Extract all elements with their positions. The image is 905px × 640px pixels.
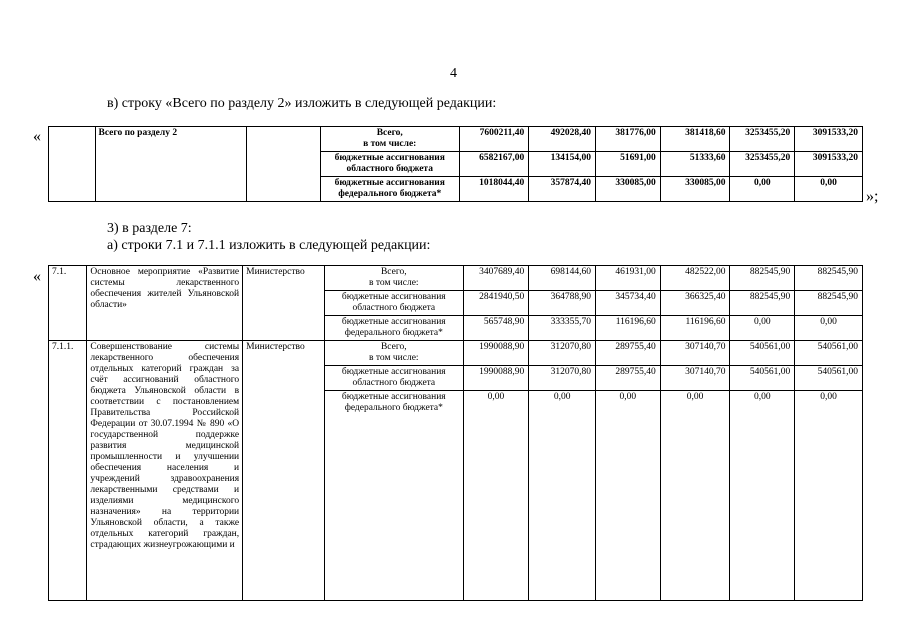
t2-cell: 0,00 bbox=[795, 391, 863, 601]
section3a-heading: а) строки 7.1 и 7.1.1 изложить в следующей редакции: bbox=[107, 238, 431, 253]
t1-cell: 3253455,20 bbox=[730, 127, 795, 152]
row-7-1-1-source-federal: бюджетные ассигнования федерального бюджета* bbox=[325, 391, 464, 601]
t1-cell: 3091533,20 bbox=[795, 127, 863, 152]
t2-cell: 0,00 bbox=[795, 316, 863, 341]
t2-cell: 116196,60 bbox=[660, 316, 730, 341]
row-7-1-source-federal: бюджетные ассигнования федерального бюджета* bbox=[325, 316, 464, 341]
t2-cell: 0,00 bbox=[660, 391, 730, 601]
t1-cell: 381418,60 bbox=[660, 127, 730, 152]
t2-cell: 698144,60 bbox=[529, 266, 596, 291]
t2-cell: 0,00 bbox=[529, 391, 596, 601]
t1-cell: 3253455,20 bbox=[730, 152, 795, 177]
row-7-1-source-total: Всего, в том числе: bbox=[325, 266, 464, 291]
t1-cell: 51691,00 bbox=[596, 152, 661, 177]
t2-cell: 882545,90 bbox=[795, 291, 863, 316]
t2-cell: 333355,70 bbox=[529, 316, 596, 341]
t2-cell: 0,00 bbox=[730, 316, 795, 341]
t2-cell: 0,00 bbox=[730, 391, 795, 601]
t2-cell: 312070,80 bbox=[529, 341, 596, 366]
row-7-1-1-name: Совершенствование системы лекарственного обеспечения отдельных категорий граждан за счёт ассигнований областного бюджета Ульяновской области в соответствии с постановлением Правительства Российской Федерации от 30.07.1994 № 890 «О государственной поддержке развития медицинской промышленности и улучшении обеспечения населения и учреждений здравоохранения лекарственными средствами и изделиями медицинского назначения» на территории Ульяновской области, а также отдельных категорий граждан, страдающих жизнеугрожающими и bbox=[87, 341, 243, 601]
close-quote-1: »; bbox=[866, 188, 879, 205]
t1-cell: 330085,00 bbox=[596, 177, 661, 202]
t2-cell: 0,00 bbox=[463, 391, 529, 601]
t1-cell: 6582167,00 bbox=[459, 152, 529, 177]
t2-cell: 312070,80 bbox=[529, 366, 596, 391]
t2-cell: 364788,90 bbox=[529, 291, 596, 316]
table-section7 bbox=[48, 265, 863, 601]
t2-cell: 1990088,90 bbox=[463, 366, 529, 391]
t2-cell: 882545,90 bbox=[730, 266, 795, 291]
t1-cell: 357874,40 bbox=[529, 177, 596, 202]
t1-source-federal: бюджетные ассигнования федерального бюджета* bbox=[320, 177, 459, 202]
row-7-1-executor: Министерство bbox=[243, 266, 325, 341]
t2-cell: 1990088,90 bbox=[463, 341, 529, 366]
t2-cell: 289755,40 bbox=[596, 341, 661, 366]
t1-cell: 381776,00 bbox=[596, 127, 661, 152]
t1-cell: 492028,40 bbox=[529, 127, 596, 152]
t1-label: Всего по разделу 2 bbox=[95, 127, 247, 202]
t2-cell: 540561,00 bbox=[730, 366, 795, 391]
row-7-1-1-source-total: Всего, в том числе: bbox=[325, 341, 464, 366]
t1-cell: 0,00 bbox=[730, 177, 795, 202]
t2-cell: 307140,70 bbox=[660, 366, 730, 391]
t1-source-total: Всего, в том числе: bbox=[320, 127, 459, 152]
t2-cell: 307140,70 bbox=[660, 341, 730, 366]
row-7-1-name: Основное мероприятие «Развитие системы лекарственного обеспечения жителей Ульяновской области» bbox=[87, 266, 243, 341]
t2-cell: 461931,00 bbox=[596, 266, 661, 291]
page-number: 4 bbox=[450, 66, 457, 81]
t1-source-regional: бюджетные ассигнования областного бюджета bbox=[320, 152, 459, 177]
t2-cell: 882545,90 bbox=[795, 266, 863, 291]
section3-heading: 3) в разделе 7: bbox=[107, 221, 192, 236]
t2-cell: 366325,40 bbox=[660, 291, 730, 316]
t1-cell: 51333,60 bbox=[660, 152, 730, 177]
t1-empty-num bbox=[49, 127, 96, 202]
t2-cell: 482522,00 bbox=[660, 266, 730, 291]
t2-cell: 3407689,40 bbox=[463, 266, 529, 291]
t1-cell: 1018044,40 bbox=[459, 177, 529, 202]
open-quote-1: « bbox=[33, 128, 41, 145]
row-7-1-1-source-regional: бюджетные ассигнования областного бюджета bbox=[325, 366, 464, 391]
t2-cell: 0,00 bbox=[596, 391, 661, 601]
t1-cell: 3091533,20 bbox=[795, 152, 863, 177]
t1-cell: 134154,00 bbox=[529, 152, 596, 177]
row-7-1-num: 7.1. bbox=[49, 266, 87, 341]
row-7-1-1-executor: Министерство bbox=[243, 341, 325, 601]
row-7-1-1-num: 7.1.1. bbox=[49, 341, 87, 601]
section-v-heading: в) строку «Всего по разделу 2» изложить в следующей редакции: bbox=[107, 96, 497, 111]
table-section2-total bbox=[48, 126, 863, 202]
t2-cell: 565748,90 bbox=[463, 316, 529, 341]
open-quote-2: « bbox=[33, 268, 41, 285]
t2-cell: 540561,00 bbox=[795, 366, 863, 391]
t2-cell: 882545,90 bbox=[730, 291, 795, 316]
t1-empty-exec bbox=[247, 127, 321, 202]
t1-cell: 330085,00 bbox=[660, 177, 730, 202]
t2-cell: 2841940,50 bbox=[463, 291, 529, 316]
t2-cell: 345734,40 bbox=[596, 291, 661, 316]
t2-cell: 540561,00 bbox=[730, 341, 795, 366]
t2-cell: 116196,60 bbox=[596, 316, 661, 341]
t2-cell: 289755,40 bbox=[596, 366, 661, 391]
row-7-1-source-regional: бюджетные ассигнования областного бюджета bbox=[325, 291, 464, 316]
t1-cell: 0,00 bbox=[795, 177, 863, 202]
t1-cell: 7600211,40 bbox=[459, 127, 529, 152]
t2-cell: 540561,00 bbox=[795, 341, 863, 366]
